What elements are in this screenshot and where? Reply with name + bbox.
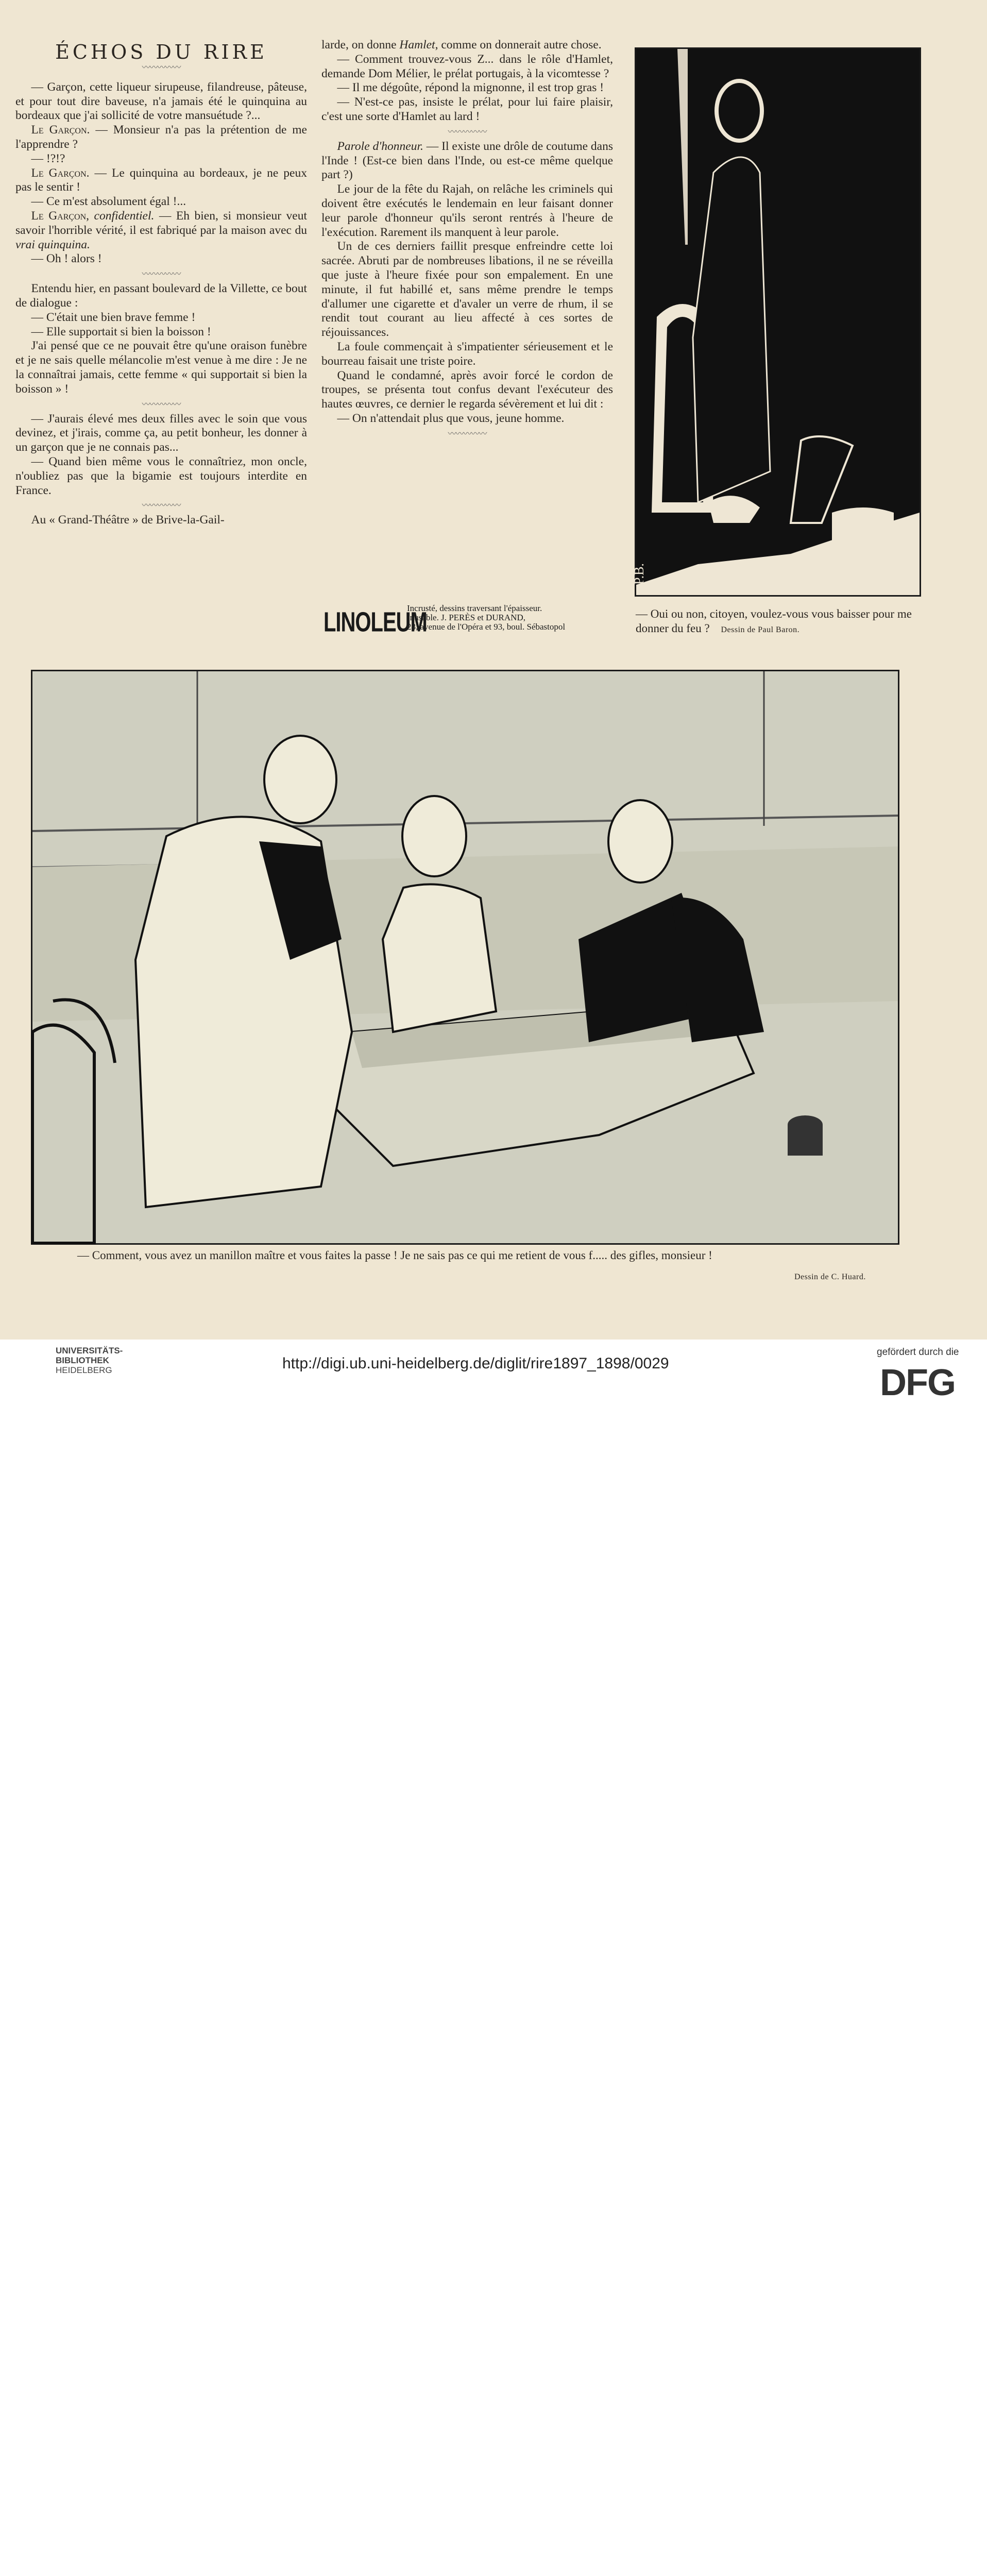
paragraph: Parole d'honneur. — Il existe une drôle de coutume dans l'Inde ! (Est-ce bien dans l'Inde, ou est-ce même quelque part ?) bbox=[321, 139, 613, 182]
linoleum-advertisement bbox=[324, 603, 638, 638]
top-illustration-credit: Dessin de Paul Baron. bbox=[721, 625, 800, 634]
svg-text:P.B.: P.B. bbox=[632, 563, 646, 585]
illustration-drawing bbox=[632, 49, 920, 595]
paragraph: — On n'attendait plus que vous, jeune homme. bbox=[337, 411, 565, 425]
section-title: ÉCHOS DU RIRE bbox=[55, 41, 267, 63]
paragraph: Le Garçon. — Le quinquina au bordeaux, je ne peux pas le sentir ! bbox=[15, 166, 307, 194]
paragraph: — Garçon, cette liqueur sirupeuse, filandreuse, pâteuse, et pour tout dire baveuse, n'a jamais été le quinquina au bordeaux que j'ai sollicité de votre mansuétude ?... bbox=[15, 80, 307, 123]
separator: 〰〰〰〰〰 bbox=[142, 400, 181, 409]
illustration-drawing bbox=[32, 671, 898, 1243]
paragraph: — C'était une bien brave femme ! bbox=[31, 310, 196, 324]
permalink-url[interactable]: http://digi.ub.uni-heidelberg.de/diglit/rire1897_1898/0029 bbox=[282, 1355, 669, 1372]
separator: 〰〰〰〰〰 bbox=[448, 127, 487, 137]
ad-text: Incrusté, dessins traversant l'épaisseur. Inusable. J. PERÈS et DURAND, 28, avenue de l'Opéra et 93, boul. Sébastopol bbox=[407, 603, 566, 632]
paragraph: Entendu hier, en passant boulevard de la Villette, ce bout de dialogue : bbox=[15, 282, 307, 310]
paragraph: — N'est-ce pas, insiste le prélat, pour lui faire plaisir, c'est une sorte d'Hamlet au lard ! bbox=[321, 95, 613, 123]
paragraph: Le Garçon, confidentiel. — Eh bien, si monsieur veut savoir l'horrible vérité, il est fabriqué par la maison avec du vrai quinquina. bbox=[15, 209, 307, 251]
paragraph: — Quand bien même vous le connaîtriez, mon oncle, n'oubliez pas que la bigamie est toujours interdite en France. bbox=[15, 454, 307, 497]
paragraph: — Comment trouvez-vous Z... dans le rôle d'Hamlet, demande Dom Mélier, le prélat portugais, à la vicomtesse ? bbox=[321, 52, 613, 80]
paragraph: — Elle supportait si bien la boisson ! bbox=[31, 325, 211, 338]
paragraph: J'ai pensé que ce ne pouvait être qu'une oraison funèbre et je ne sais quelle mélancolie m'est venue à me dire : Je ne la connaîtrai jamais, cette femme « qui supportait si bien la boisson » ! bbox=[15, 339, 307, 396]
paragraph: — Oh ! alors ! bbox=[31, 252, 102, 266]
paragraph: Un de ces derniers faillit presque enfreindre cette loi sacrée. Abruti par de nombreuses libations, il ne se réveilla que juste à l'heure fixée pour son empalement. En une minute, il fut habillé et, sans même prendre le temps d'allumer une cigarette et d'avaler un verre de rhum, il se rendit tout courant au lieu affecté à ces sortes de réjouissances. bbox=[321, 240, 613, 340]
bottom-illustration-caption: — Comment, vous avez un manillon maître et vous faites la passe ! Je ne sais pas ce qui me retient de vous f..... des gifles, monsieur ! bbox=[77, 1249, 712, 1262]
paragraph: — !?!? bbox=[31, 151, 65, 165]
library-name: UNIVERSITÄTS- BIBLIOTHEK HEIDELBERG bbox=[56, 1346, 123, 1375]
separator: 〰〰〰〰〰 bbox=[448, 429, 487, 438]
paragraph: larde, on donne Hamlet, comme on donnerait autre chose. bbox=[321, 38, 602, 52]
top-illustration-caption: — Oui ou non, citoyen, voulez-vous vous baisser pour me donner du feu ? Dessin de Paul Baron. bbox=[636, 607, 912, 635]
paragraph: Le Garçon. — Monsieur n'a pas la prétention de me l'apprendre ? bbox=[15, 123, 307, 151]
top-illustration bbox=[632, 47, 921, 597]
paragraph: — Il me dégoûte, répond la mignonne, il est trop gras ! bbox=[337, 81, 604, 95]
footer-bar bbox=[0, 1340, 987, 1411]
paragraph: Quand le condamné, après avoir forcé le cordon de troupes, se présenta tout confus devant l'exécuteur des hautes œuvres, ce dernier le regarda sévèrement et lui dit : bbox=[321, 368, 613, 411]
paragraph: — Ce m'est absolument égal !... bbox=[31, 195, 186, 209]
bottom-illustration-credit: Dessin de C. Huard. bbox=[794, 1273, 866, 1281]
separator: 〰〰〰〰〰 bbox=[142, 501, 181, 511]
funding-note: gefördert durch die bbox=[877, 1347, 959, 1358]
left-column bbox=[15, 41, 307, 528]
middle-column bbox=[321, 38, 613, 442]
ad-brand: LINOLEUM bbox=[324, 607, 427, 638]
bottom-illustration bbox=[31, 670, 899, 1245]
dfg-logo: DFG bbox=[880, 1362, 955, 1403]
paragraph: Au « Grand-Théâtre » de Brive-la-Gail- bbox=[31, 513, 225, 527]
separator: 〰〰〰〰〰 bbox=[142, 63, 181, 72]
separator: 〰〰〰〰〰 bbox=[142, 270, 181, 279]
paragraph: Le jour de la fête du Rajah, on relâche les criminels qui doivent être exécutés le lendemain en leur faisant donner leur parole d'honneur qu'ils seront rentrés à l'heure de l'exécution. Rarement ils manquent à leur parole. bbox=[321, 182, 613, 239]
paragraph: La foule commençait à s'impatienter sérieusement et le bourreau faisait une triste poire. bbox=[321, 340, 613, 368]
paragraph: — J'aurais élevé mes deux filles avec le soin que vous devinez, et j'irais, comme ça, au petit bonheur, les donner à un garçon que je ne connais pas... bbox=[15, 412, 307, 454]
